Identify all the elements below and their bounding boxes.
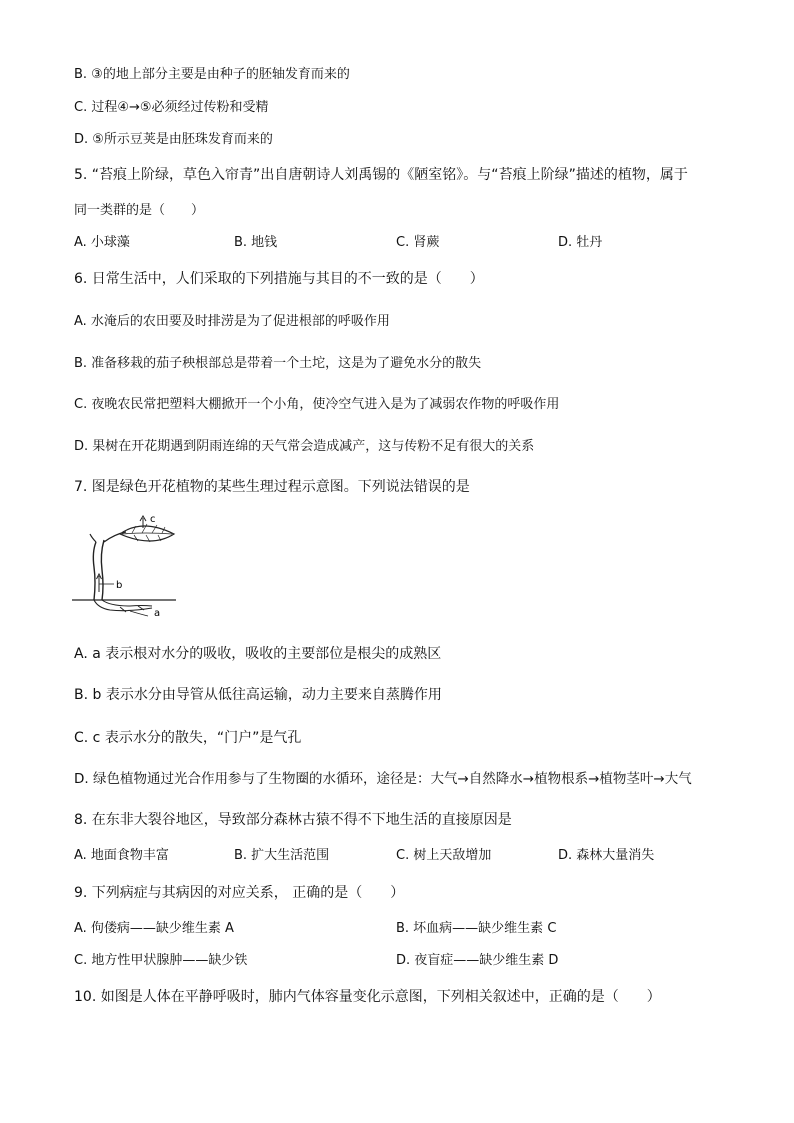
q7-option-d: D. 绿色植物通过光合作用参与了生物圈的水循环，途径是：大气→自然降水→植物根系→植物茎叶→大气 [74, 771, 692, 787]
q4-option-d: D. ⑤所示豆荚是由胚珠发育而来的 [74, 132, 273, 147]
q5-stem-line2: 同一类群的是（ ） [74, 203, 205, 218]
label-b: b [116, 580, 123, 591]
q8-option-d: D. 森林大量消失 [558, 848, 655, 863]
label-c: c [150, 514, 156, 525]
q8-option-c: C. 树上天敌增加 [396, 848, 492, 863]
q6-option-b: B. 准备移栽的茄子秧根部总是带着一个土坨，这是为了避免水分的散失 [74, 356, 482, 371]
q5-option-a: A. 小球藻 [74, 235, 130, 250]
root-secondary [102, 600, 152, 606]
q5-stem-line1: 5. “苔痕上阶绿，草色入帘青”出自唐朝诗人刘禹锡的《陋室铭》。与“苔痕上阶绿”描述的植物，属于 [74, 167, 688, 183]
q5-option-c: C. 肾蕨 [396, 235, 440, 250]
q5-option-b: B. 地钱 [234, 235, 278, 250]
q6-stem: 6. 日常生活中，人们采取的下列措施与其目的不一致的是（ ） [74, 271, 484, 287]
stem-right-outline [101, 540, 104, 600]
q4-option-b: B. ③的地上部分主要是由种子的胚轴发育而来的 [74, 67, 350, 82]
root-hairs [120, 606, 148, 616]
stem-left-outline [93, 542, 96, 600]
leaf-midrib [122, 533, 172, 534]
q8-option-b: B. 扩大生活范围 [234, 848, 330, 863]
q9-option-b: B. 坏血病——缺少维生素 C [396, 921, 557, 936]
q6-option-c: C. 夜晚农民常把塑料大棚掀开一个小角，使冷空气进入是为了减弱农作物的呼吸作用 [74, 397, 560, 412]
q7-stem: 7. 图是绿色开花植物的某些生理过程示意图。下列说法错误的是 [74, 479, 470, 495]
q7-option-b: B. b 表示水分由导管从低往高运输，动力主要来自蒸腾作用 [74, 687, 442, 703]
label-a: a [154, 608, 161, 619]
q7-option-a: A. a 表示根对水分的吸收，吸收的主要部位是根尖的成熟区 [74, 646, 442, 662]
leaf-petiole [104, 532, 126, 542]
q7-option-c: C. c 表示水分的散失，“门户”是气孔 [74, 730, 302, 746]
q8-stem: 8. 在东非大裂谷地区，导致部分森林古猿不得不下地生活的直接原因是 [74, 812, 512, 828]
q5-option-d: D. 牡丹 [558, 235, 603, 250]
q6-option-d: D. 果树在开花期遇到阴雨连绵的天气常会造成减产，这与传粉不足有很大的关系 [74, 439, 535, 454]
q9-option-d: D. 夜盲症——缺少维生素 D [396, 953, 559, 968]
plant-water-diagram [70, 512, 180, 622]
q9-option-a: A. 佝偻病——缺少维生素 A [74, 921, 234, 936]
q10-stem: 10. 如图是人体在平静呼吸时，肺内气体容量变化示意图，下列相关叙述中，正确的是（ ） [74, 989, 661, 1005]
branch-stub [90, 534, 96, 542]
q9-option-c: C. 地方性甲状腺肿——缺少铁 [74, 953, 248, 968]
q4-option-c: C. 过程④→⑤必须经过传粉和受精 [74, 100, 269, 115]
q6-option-a: A. 水淹后的农田要及时排涝是为了促进根部的呼吸作用 [74, 314, 390, 329]
q9-stem: 9. 下列病症与其病因的对应关系， 正确的是（ ） [74, 885, 405, 901]
q8-option-a: A. 地面食物丰富 [74, 848, 169, 863]
